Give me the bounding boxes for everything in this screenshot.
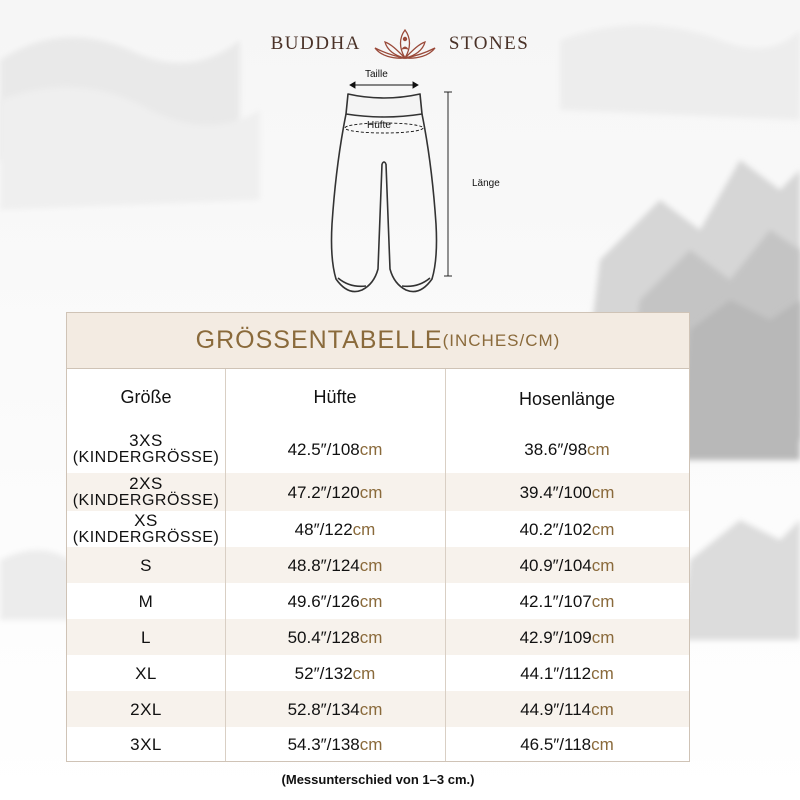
unit-cm: cm	[359, 734, 383, 754]
length-value	[445, 511, 689, 547]
size-cell	[67, 691, 225, 727]
length-inches: 44.9″/114	[520, 699, 592, 719]
table-title-unit: (INCHES/CM)	[442, 330, 561, 350]
length-inches: 46.5″/118	[520, 734, 592, 754]
unit-cm: cm	[352, 663, 376, 683]
unit-cm: cm	[587, 439, 610, 459]
hip-value	[225, 691, 445, 727]
hip-inches: 42.5″/108	[287, 439, 360, 459]
brand-name-right: STONES	[448, 33, 530, 54]
measurement-note: (Messunterschied von 1–3 cm.)	[281, 772, 475, 787]
size-label: XL	[135, 663, 157, 683]
length-value	[445, 619, 689, 655]
hip-value	[225, 511, 445, 547]
size-cell	[67, 655, 225, 691]
hip-inches: 54.3″/138	[287, 734, 360, 754]
length-inches: 39.4″/100	[519, 482, 592, 502]
length-inches: 42.9″/109	[519, 627, 592, 647]
header-hip: Hüfte	[313, 386, 357, 407]
brand-name-left: BUDDHA	[270, 33, 361, 54]
header-size: Größe	[120, 386, 172, 407]
unit-cm: cm	[591, 555, 615, 575]
length-value	[445, 691, 689, 727]
length-inches: 40.9″/104	[519, 555, 592, 575]
hip-inches: 47.2″/120	[287, 482, 360, 502]
unit-cm: cm	[591, 482, 615, 502]
length-value	[445, 547, 689, 583]
size-cell	[67, 473, 225, 511]
pants-outline-icon	[300, 64, 520, 314]
hip-inches: 49.6″/126	[287, 591, 360, 611]
hip-inches: 52.8″/134	[287, 699, 360, 719]
size-cell	[67, 619, 225, 655]
brand-header	[0, 26, 800, 62]
hip-value	[225, 583, 445, 619]
hip-inches: 48.8″/124	[287, 555, 360, 575]
waist-label: Taille	[365, 69, 388, 80]
unit-cm: cm	[359, 699, 383, 719]
size-label: 2XS	[129, 474, 163, 493]
unit-cm: cm	[591, 663, 614, 683]
table-title-main: GRÖSSENTABELLE	[195, 326, 443, 354]
length-inches: 38.6″/98	[524, 439, 588, 459]
lotus-meditation-icon	[371, 26, 439, 62]
size-label: M	[138, 591, 154, 611]
size-cell	[67, 425, 225, 473]
size-label: L	[141, 627, 151, 647]
length-value	[445, 583, 689, 619]
hip-value	[225, 655, 445, 691]
unit-cm: cm	[359, 555, 383, 575]
size-cell	[67, 547, 225, 583]
hip-value	[225, 473, 445, 511]
table-title	[67, 313, 689, 369]
hip-label: Hüfte	[367, 120, 391, 131]
length-inches: 42.1″/107	[519, 591, 592, 611]
unit-cm: cm	[359, 439, 383, 459]
length-value	[445, 425, 689, 473]
pants-measurement-diagram	[300, 64, 520, 314]
hip-inches: 48″/122	[294, 519, 353, 539]
size-cell	[67, 511, 225, 547]
length-value	[445, 655, 689, 691]
size-label: 2XL	[130, 699, 162, 719]
size-cell	[67, 727, 225, 761]
hip-value	[225, 425, 445, 473]
unit-cm: cm	[591, 734, 614, 754]
size-sublabel: (KINDERGRÖSSE)	[72, 492, 220, 509]
hip-inches: 52″/132	[294, 663, 353, 683]
hip-value	[225, 547, 445, 583]
size-label: XS	[134, 511, 158, 530]
size-label: 3XL	[130, 734, 162, 754]
unit-cm: cm	[359, 482, 383, 502]
length-inches: 40.2″/102	[519, 519, 592, 539]
length-label: Länge	[472, 178, 500, 189]
hip-inches: 50.4″/128	[287, 627, 360, 647]
length-value	[445, 727, 689, 761]
unit-cm: cm	[591, 627, 615, 647]
size-label: 3XS	[129, 431, 163, 450]
hip-value	[225, 619, 445, 655]
unit-cm: cm	[591, 699, 614, 719]
length-inches: 44.1″/112	[520, 663, 592, 683]
column-divider	[225, 369, 226, 761]
unit-cm: cm	[591, 591, 615, 611]
size-sublabel: (KINDERGRÖSSE)	[72, 529, 220, 546]
unit-cm: cm	[359, 591, 383, 611]
unit-cm: cm	[359, 627, 383, 647]
hip-value	[225, 727, 445, 761]
length-value	[445, 473, 689, 511]
header-length: Hosenlänge	[518, 388, 616, 409]
column-divider	[445, 369, 446, 761]
size-sublabel: (KINDERGRÖSSE)	[72, 449, 220, 466]
unit-cm: cm	[591, 519, 615, 539]
unit-cm: cm	[352, 519, 376, 539]
size-label: S	[140, 555, 152, 575]
size-chart-table	[66, 312, 690, 762]
size-cell	[67, 583, 225, 619]
